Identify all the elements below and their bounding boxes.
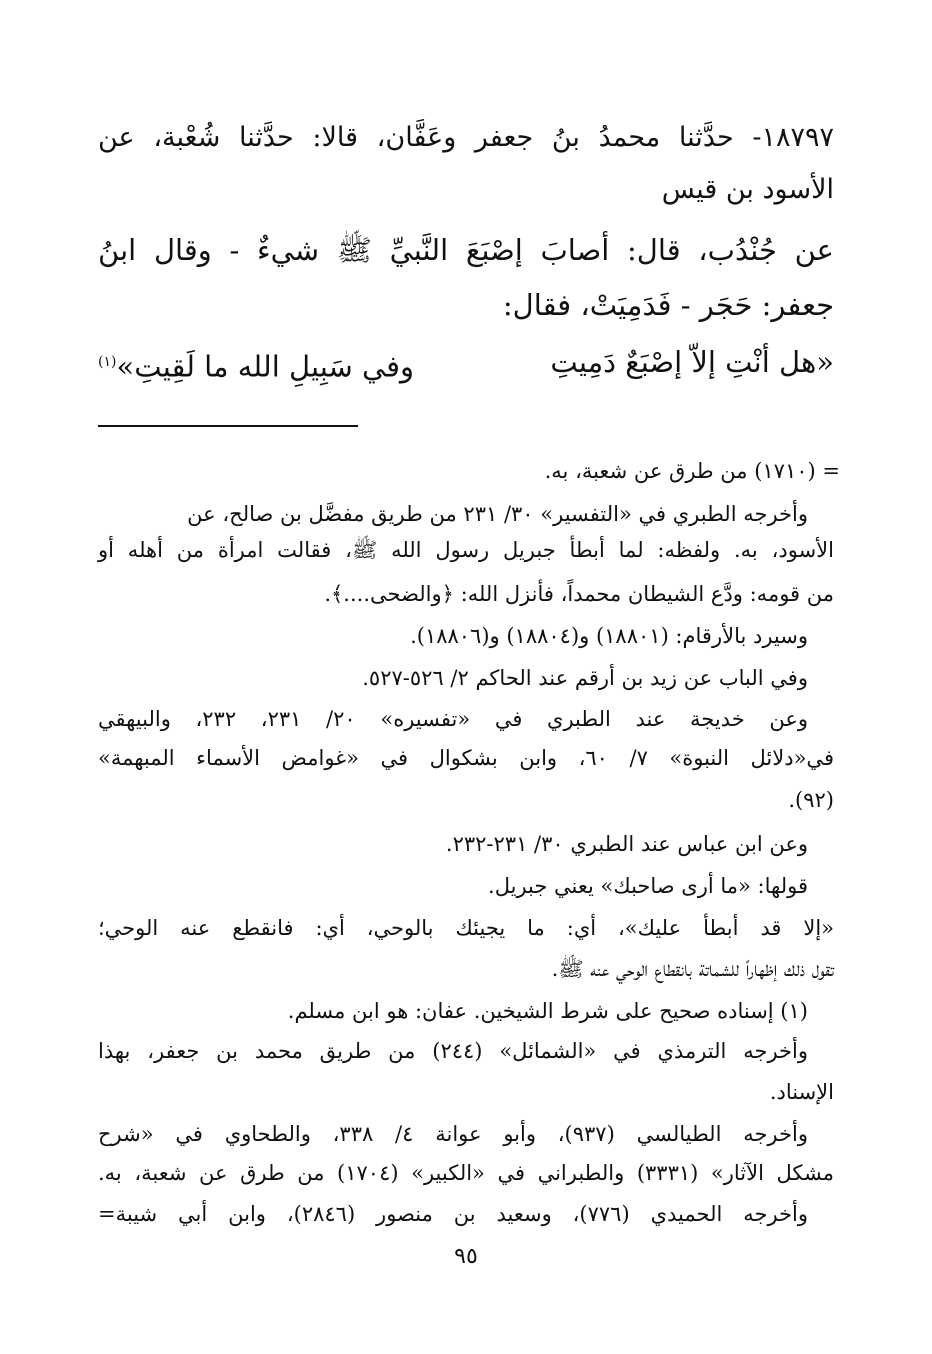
footnote-line: «إلا قد أبطأ عليك»، أي: ما يجيئك بالوحي، أي: فانقطع عنه الوحي؛	[98, 916, 834, 940]
footnote-line: وأخرجه الترمذي في «الشمائل» (٢٤٤) من طريق محمد بن جعفر، بهذا	[98, 1039, 808, 1063]
verse-second-hemistich	[98, 340, 414, 389]
verse-second-text: وفي سَبِيلِ الله ما لَقِيتِ»	[116, 349, 415, 384]
verse-first-hemistich: «هل أنْتِ إلاّ إصْبَعٌ دَمِيتِ	[550, 345, 834, 379]
hadith-line-3: عن جُنْدُب، قال: أصابَ إصْبَعَ النَّبيِّ ﷺ شيءٌ - وقال ابنُ	[98, 233, 834, 267]
footnote-line: (١) إسناده صحيح على شرط الشيخين. عفان: هو ابن مسلم.	[287, 999, 808, 1023]
footnote-line: وفي الباب عن زيد بن أرقم عند الحاكم ٢/ ٥٢٦-٥٢٧.	[362, 666, 808, 690]
page-number: ٩٥	[454, 1244, 478, 1269]
poetry-verse	[98, 340, 834, 386]
footnote-line: وأخرجه الحميدي (٧٧٦)، وسعيد بن منصور (٢٨٤٦)، وابن أبي شيبة=	[98, 1202, 808, 1226]
footnote-line: الإسناد.	[769, 1080, 834, 1104]
footnote-line: مشكل الآثار» (٣٣٣١) والطبراني في «الكبير» (١٧٠٤) من طرق عن شعبة، به.	[98, 1161, 834, 1185]
footnote-line: وعن ابن عباس عند الطبري ٣٠/ ٢٣١-٢٣٢.	[445, 832, 808, 856]
footnote-line: = (١٧١٠) من طرق عن شعبة، به.	[544, 459, 840, 483]
footnote-line: وسيرد بالأرقام: (١٨٨٠١) و(١٨٨٠٤) و(١٨٨٠٦).	[410, 624, 808, 648]
footnote-line: تقول ذلك إظهاراً للشماتة بانقطاع الوحي عنه ﷺ.	[551, 957, 834, 981]
footnote-line: في«دلائل النبوة» ٧/ ٦٠، وابن بشكوال في «غوامض الأسماء المبهمة»	[98, 746, 834, 770]
footnote-line: وأخرجه الطيالسي (٩٣٧)، وأبو عوانة ٤/ ٣٣٨، والطحاوي في «شرح	[98, 1122, 808, 1146]
footnote-line: من قومه: ودَّع الشيطان محمداً، فأنزل الله: ﴿والضحى....﴾.	[324, 582, 834, 606]
footnote-line: (٩٢).	[788, 788, 834, 812]
hadith-line-2: الأسود بن قيس	[661, 174, 834, 205]
hadith-line-4: جعفر: حَجَر - فَدَمِيَتْ، فقال:	[502, 288, 834, 322]
footnote-line: الأسود، به. ولفظه: لما أبطأ جبريل رسول الله ﷺ، فقالت امرأة من أهله أو	[98, 538, 834, 562]
footnote-marker: (١)	[98, 354, 117, 370]
footnote-line: وعن خديجة عند الطبري في «تفسيره» ٢٠/ ٢٣١، ٢٣٢، والبيهقي	[98, 707, 808, 731]
footnote-line: قولها: «ما أرى صاحبك» يعني جبريل.	[488, 874, 808, 898]
footnote-separator	[98, 425, 358, 427]
footnote-line: وأخرجه الطبري في «التفسير» ٣٠/ ٢٣١ من طريق مفضَّل بن صالح، عن	[187, 502, 808, 526]
hadith-line-1: ١٨٧٩٧- حدَّثنا محمدُ بنُ جعفر وعَفَّان، قالا: حدَّثنا شُعْبة، عن	[98, 122, 834, 153]
